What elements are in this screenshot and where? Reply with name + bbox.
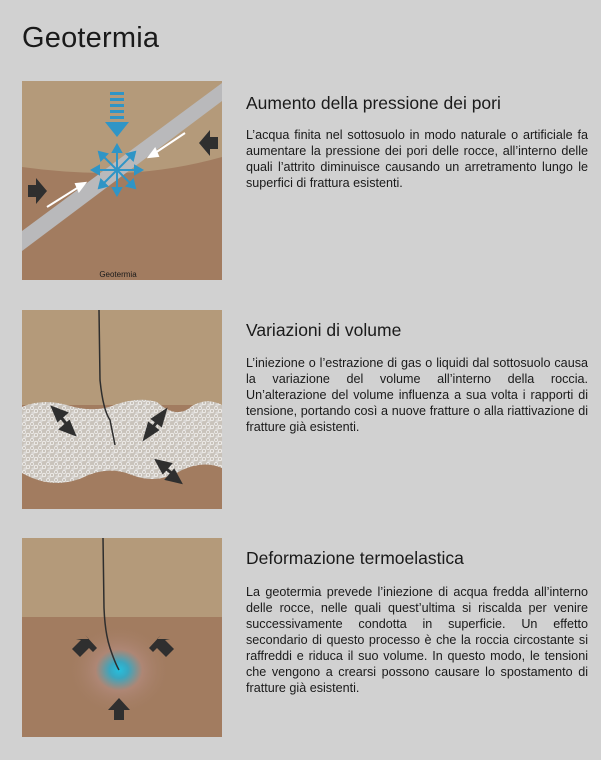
volume-change-illustration (22, 310, 222, 509)
section-text-volume: L’iniezione o l’estrazione di gas o liquidi dal sottosuolo causa la variazione del volume all’interno della roccia. Un’alterazione del volume influenza a sua volta i rapporti di tensione, portando così a nuove fratture o alla riattivazione di fratture già esistenti. (246, 356, 588, 434)
section-heading-volume: Variazioni di volume (246, 320, 402, 340)
section-heading-thermoelastic: Deformazione termoelastica (246, 548, 464, 568)
pore-pressure-illustration (22, 81, 222, 280)
page-title: Geotermia (22, 22, 160, 54)
section-text-thermoelastic: La geotermia prevede l’iniezione di acqua fredda all’interno delle rocce, nelle quali quest’ultima si riscalda per venire successivamente condotta in superficie. Un effetto secondario di questo processo è che la roccia circostante si raffreddi e riduca il suo volume. In questo modo, le tensioni che vengono a crearsi possono causare lo spostamento di fratture già esistenti. (246, 585, 588, 695)
section-text-pore-pressure: L’acqua finita nel sottosuolo in modo naturale o artificiale fa aumentare la pressione dei pori delle rocce, all’interno delle quali l’attrito diminuisce causando un arretramento lungo le superfici di frattura esistenti. (246, 128, 588, 190)
thermoelastic-illustration (22, 538, 222, 737)
section-heading-pore-pressure: Aumento della pressione dei pori (246, 93, 501, 113)
image-caption: Geotermia (99, 270, 137, 279)
